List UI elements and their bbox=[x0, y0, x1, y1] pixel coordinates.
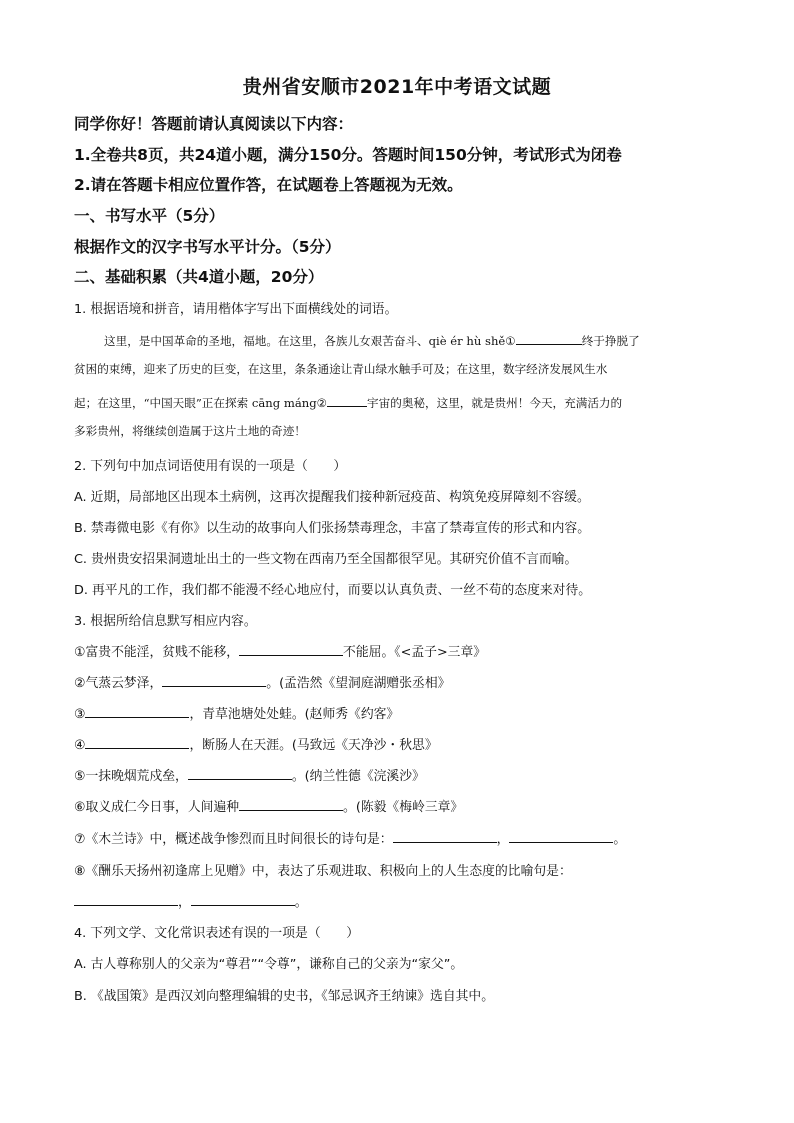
q3-item-6: ⑥取义成仁今日事，人间遍种 。(陈毅《梅岭三章》 bbox=[74, 796, 463, 815]
recite-blank[interactable] bbox=[74, 891, 178, 906]
recite-blank[interactable] bbox=[239, 641, 343, 656]
q1-passage-line-3: 起；在这里，“中国天眼”正在探索 cāng máng② 宇宙的奥秘，这里，就是贵州！今天，充满活力的 bbox=[74, 392, 622, 411]
q3-item-8: ⑧《酬乐天扬州初逢席上见赠》中，表达了乐观进取、积极向上的人生态度的比喻句是： bbox=[74, 864, 572, 879]
q2-option-c: C. 贵州贵安招果洞遗址出土的一些文物在西南乃至全国都很罕见。其研究价值不言而喻。 bbox=[74, 552, 578, 567]
q2-option-b: B. 禁毒微电影《有你》以生动的故事向人们张扬禁毒理念，丰富了禁毒宣传的形式和内容。 bbox=[74, 521, 590, 536]
answer-blank-2[interactable] bbox=[327, 392, 367, 407]
q3-item-3: ③ ，青草池塘处处蛙。(赵师秀《约客》 bbox=[74, 703, 399, 722]
page-title: 贵州省安顺市2021年中考语文试题 bbox=[242, 76, 552, 98]
q3-item-7: ⑦《木兰诗》中，概述战争惨烈而且时间很长的诗句是： ， 。 bbox=[74, 828, 626, 847]
q3-stem: 3. 根据所给信息默写相应内容。 bbox=[74, 614, 257, 629]
section-2-heading: 二、基础积累（共4道小题，20分） bbox=[74, 268, 324, 286]
q3-item-1: ①富贵不能淫，贫贱不能移， 不能屈。《<孟子>三章》 bbox=[74, 641, 486, 660]
q1-passage-line-2: 贫困的束缚，迎来了历史的巨变，在这里，条条通途让青山绿水触手可及；在这里，数字经济发展风生水 bbox=[74, 362, 608, 376]
intro-greeting: 同学你好！答题前请认真阅读以下内容： bbox=[74, 115, 354, 133]
q1-stem: 1. 根据语境和拼音，请用楷体字写出下面横线处的词语。 bbox=[74, 302, 398, 317]
intro-rule-1: 1.全卷共8页，共24道小题，满分150分。答题时间150分钟，考试形式为闭卷 bbox=[74, 146, 622, 164]
recite-blank[interactable] bbox=[85, 734, 189, 749]
recite-blank[interactable] bbox=[239, 796, 343, 811]
q2-option-a: A. 近期，局部地区出现本土病例，这再次提醒我们接种新冠疫苗、构筑免疫屏障刻不容缓。 bbox=[74, 490, 590, 505]
q3-item-4: ④ ，断肠人在天涯。(马致远《天净沙・秋思》 bbox=[74, 734, 438, 753]
recite-blank[interactable] bbox=[85, 703, 189, 718]
section-1-desc: 根据作文的汉字书写水平计分。（5分） bbox=[74, 238, 341, 256]
recite-blank[interactable] bbox=[509, 828, 613, 843]
recite-blank[interactable] bbox=[191, 891, 295, 906]
intro-rule-2: 2.请在答题卡相应位置作答，在试题卷上答题视为无效。 bbox=[74, 176, 463, 194]
q4-stem: 4. 下列文学、文化常识表述有误的一项是（ ） bbox=[74, 926, 360, 941]
q3-item-8-answer: ， 。 bbox=[74, 891, 308, 910]
q4-option-a: A. 古人尊称别人的父亲为“尊君”“令尊”，谦称自己的父亲为“家父”。 bbox=[74, 957, 464, 972]
recite-blank[interactable] bbox=[188, 765, 292, 780]
recite-blank[interactable] bbox=[162, 672, 266, 687]
answer-blank-1[interactable] bbox=[516, 330, 582, 345]
q3-item-2: ②气蒸云梦泽， 。(孟浩然《望洞庭湖赠张丞相》 bbox=[74, 672, 450, 691]
recite-blank[interactable] bbox=[393, 828, 497, 843]
q4-option-b: B. 《战国策》是西汉刘向整理编辑的史书，《邹忌讽齐王纳谏》选自其中。 bbox=[74, 989, 495, 1004]
q2-stem: 2. 下列句中加点词语使用有误的一项是（ ） bbox=[74, 459, 347, 474]
q3-item-5: ⑤一抹晚烟荒戍垒， 。(纳兰性德《浣溪沙》 bbox=[74, 765, 425, 784]
q1-passage-line-4: 多彩贵州，将继续创造属于这片土地的奇迹！ bbox=[74, 424, 306, 438]
q2-option-d: D. 再平凡的工作，我们都不能漫不经心地应付，而要以认真负责、一丝不苟的态度来对待。 bbox=[74, 583, 592, 598]
q1-passage-line-1: 这里，是中国革命的圣地，福地。在这里，各族儿女艰苦奋斗、qiè ér hù shě① 终于挣脱了 bbox=[104, 330, 640, 349]
section-1-heading: 一、书写水平（5分） bbox=[74, 207, 225, 225]
